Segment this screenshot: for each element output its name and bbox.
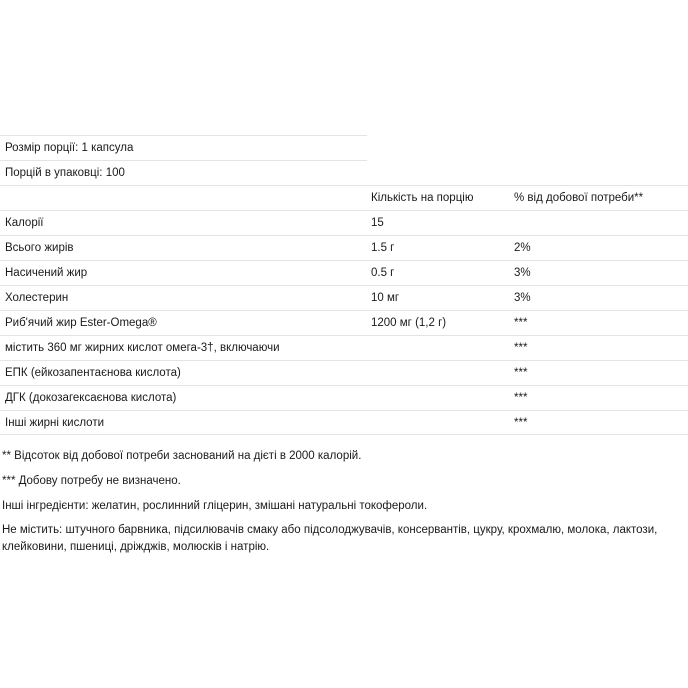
table-row bbox=[0, 335, 688, 360]
nutrient-name: ЕПК (ейкозапентаєнова кислота) bbox=[5, 367, 181, 379]
table-row bbox=[0, 285, 688, 310]
table-row bbox=[0, 235, 688, 260]
nutrient-daily-value: *** bbox=[514, 342, 528, 354]
nutrient-name: ДГК (докозагексаєнова кислота) bbox=[5, 392, 177, 404]
supplement-facts-table bbox=[0, 135, 688, 435]
nutrient-daily-value: *** bbox=[514, 392, 528, 404]
table-row bbox=[0, 410, 688, 435]
nutrient-amount: 10 мг bbox=[371, 292, 400, 304]
nutrient-name: містить 360 мг жирних кислот омега-3†, включаючи bbox=[5, 342, 280, 354]
servings-per-container-text: Порцій в упаковці: 100 bbox=[5, 167, 125, 179]
table-row bbox=[0, 310, 688, 335]
nutrient-daily-value: *** bbox=[514, 417, 528, 429]
nutrient-daily-value: 2% bbox=[514, 242, 531, 254]
nutrient-amount: 0.5 г bbox=[371, 267, 395, 279]
nutrient-name: Насичений жир bbox=[5, 267, 88, 279]
daily-value-basis-note: ** Відсоток від добової потреби заснований на дієті в 2000 калорій. bbox=[2, 450, 362, 462]
nutrient-name: Холестерин bbox=[5, 292, 69, 304]
table-header-row bbox=[0, 185, 688, 210]
nutrient-daily-value: 3% bbox=[514, 292, 531, 304]
daily-value-not-established-note: *** Добову потребу не визначено. bbox=[2, 475, 181, 487]
table-row bbox=[0, 210, 688, 235]
nutrient-name: Інші жирні кислоти bbox=[5, 417, 105, 429]
nutrient-amount: 15 bbox=[371, 217, 384, 229]
free-of-note: Не містить: штучного барвника, підсилювачів смаку або підсолоджувачів, консервантів, цукру, крохмалю, молока, лактози, клейковини, пшениці, дріжджів, молюсків і натрію. bbox=[2, 524, 658, 553]
other-ingredients-note: Інші інгредієнти: желатин, рослинний гліцерин, змішані натуральні токофероли. bbox=[2, 500, 428, 512]
nutrient-daily-value: *** bbox=[514, 317, 528, 329]
serving-size-row bbox=[0, 135, 367, 160]
table-row bbox=[0, 385, 688, 410]
table-row bbox=[0, 360, 688, 385]
nutrient-name: Риб'ячий жир Ester-Omega® bbox=[5, 317, 157, 329]
header-daily-value: % від добової потреби** bbox=[514, 192, 644, 204]
nutrient-daily-value: 3% bbox=[514, 267, 531, 279]
nutrient-amount: 1200 мг (1,2 г) bbox=[371, 317, 447, 329]
serving-size-text: Розмір порції: 1 капсула bbox=[5, 142, 134, 154]
nutrient-daily-value: *** bbox=[514, 367, 528, 379]
nutrient-amount: 1.5 г bbox=[371, 242, 395, 254]
table-row bbox=[0, 260, 688, 285]
header-amount-per-serving: Кількість на порцію bbox=[371, 192, 474, 204]
nutrient-name: Калорії bbox=[5, 217, 44, 229]
servings-per-container-row bbox=[0, 160, 367, 185]
nutrient-name: Всього жирів bbox=[5, 242, 74, 254]
